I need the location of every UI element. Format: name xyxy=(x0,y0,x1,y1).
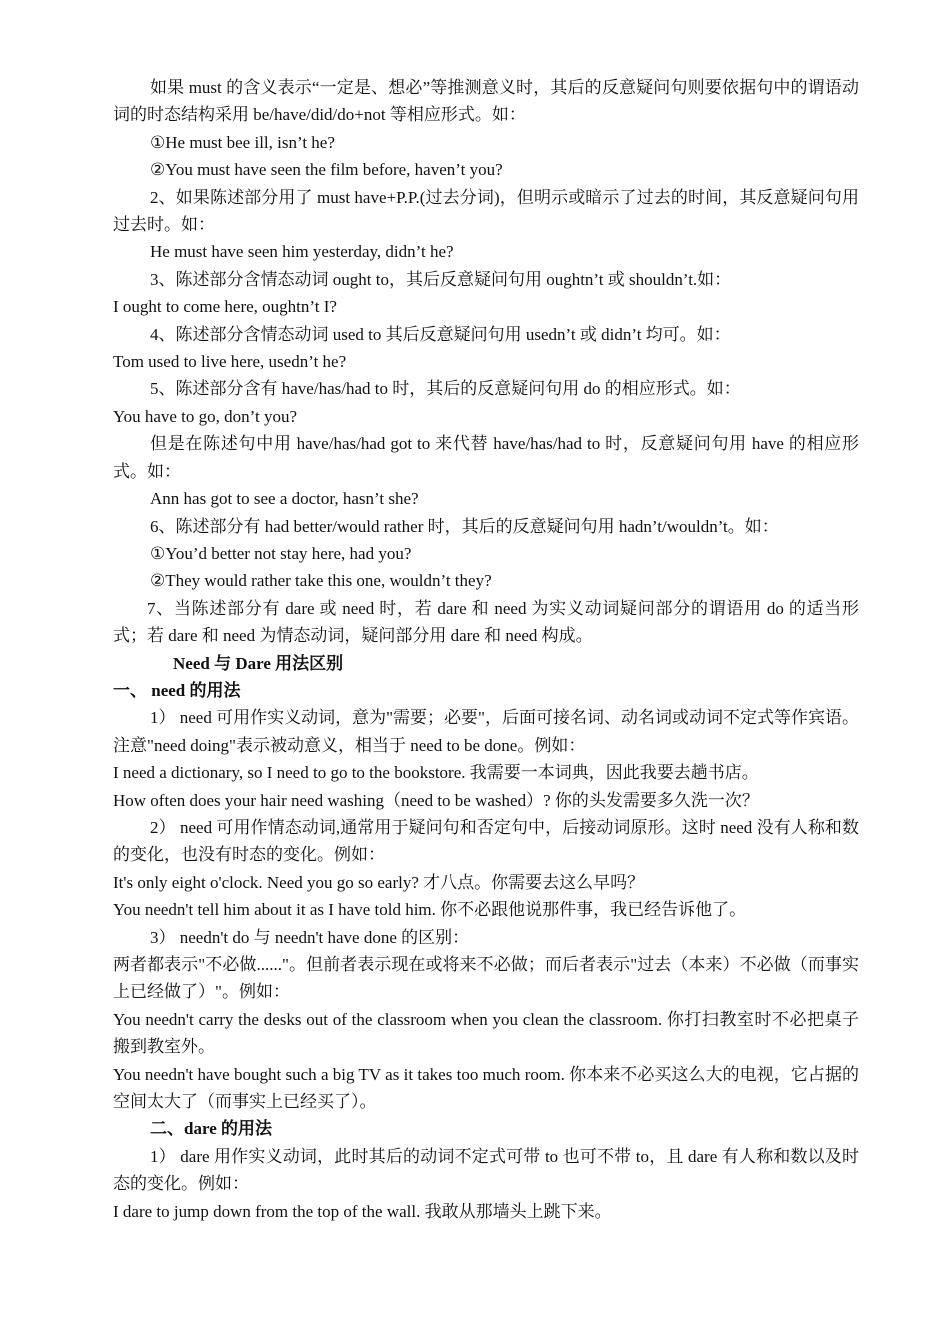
example-line: How often does your hair need washing（need to be washed）? 你的头发需要多久洗一次？ xyxy=(113,790,759,810)
section-title: Need 与 Dare 用法区别 xyxy=(173,653,344,673)
rule-4: 4、陈述部分含情态动词 used to 其后反意疑问句用 usedn’t 或 didn’t 均可。如： xyxy=(150,324,731,344)
example-line: I need a dictionary, so I need to go to the bookstore. 我需要一本词典，因此我要去趟书店。 xyxy=(113,763,759,783)
section-heading-dare: 二、dare 的用法 xyxy=(150,1119,272,1139)
example-line: ①He must bee ill, isn’t he? xyxy=(150,132,335,152)
rule-6: 6、陈述部分有 had better/would rather 时，其后的反意疑问句用 hadn’t/wouldn’t。如： xyxy=(150,516,779,536)
example-line: I dare to jump down from the top of the wall. 我敢从那墙头上跳下来。 xyxy=(113,1201,612,1221)
example-line: Ann has got to see a doctor, hasn’t she? xyxy=(150,489,419,509)
need-usage-1: 1） need 可用作实义动词，意为"需要；必要"，后面可接名词、动名词或动词不定式等作宾语。注意"need doing"表示被动意义，相当于 need to be done。例如： xyxy=(113,708,859,755)
rule-5: 5、陈述部分含有 have/has/had to 时，其后的反意疑问句用 do 的相应形式。如： xyxy=(150,379,741,399)
rule-3: 3、陈述部分含情态动词 ought to，其后反意疑问句用 oughtn’t 或 shouldn’t.如： xyxy=(150,269,732,289)
need-usage-3: 3） needn't do 与 needn't have done 的区别： xyxy=(150,927,470,947)
example-line: He must have seen him yesterday, didn’t he? xyxy=(150,242,454,262)
example-line: ②You must have seen the film before, haven’t you? xyxy=(150,160,503,180)
example-line: You needn't carry the desks out of the classroom when you clean the classroom. 你打扫教室时不必把桌子搬到教室外。 xyxy=(113,1009,859,1057)
dare-usage-1: 1） dare 用作实义动词，此时其后的动词不定式可带 to 也可不带 to，且 dare 有人称和数以及时态的变化。例如： xyxy=(113,1146,859,1194)
example-line: ①You’d better not stay here, had you? xyxy=(150,543,412,563)
rule-2: 2、如果陈述部分用了 must have+P.P.(过去分词)，但明示或暗示了过去的时间，其反意疑问句用过去时。如： xyxy=(113,187,859,235)
rule-7: 7、当陈述部分有 dare 或 need 时，若 dare 和 need 为实义动词疑问部分的谓语用 do 的适当形式；若 dare 和 need 为情态动词，疑问部分用 dare 和 need 构成。 xyxy=(113,598,859,646)
paragraph-must-inference: 如果 must 的含义表示“一定是、想必”等推测意义时，其后的反意疑问句则要依据句中的谓语动词的时态结构采用 be/have/did/do+not 等相应形式。如： xyxy=(113,78,859,125)
section-heading-need: 一、 need 的用法 xyxy=(113,680,241,700)
example-line: Tom used to live here, usedn’t he? xyxy=(113,352,347,372)
need-usage-3-explanation: 两者都表示"不必做......"。但前者表示现在或将来不必做；而后者表示"过去（本来）不必做（而事实上已经做了）"。例如： xyxy=(113,955,859,1002)
need-usage-2: 2） need 可用作情态动词,通常用于疑问句和否定句中，后接动词原形。这时 need 没有人称和数的变化，也没有时态的变化。例如： xyxy=(113,817,859,865)
example-line: You needn't have bought such a big TV as it takes too much room. 你本来不必买这么大的电视，它占据的空间太大了（而事实上已经买了）。 xyxy=(113,1064,859,1112)
example-line: ②They would rather take this one, wouldn’t they? xyxy=(150,571,492,591)
document-body xyxy=(113,74,859,1225)
example-line: I ought to come here, oughtn’t I? xyxy=(113,297,337,317)
example-line: It's only eight o'clock. Need you go so early? 才八点。你需要去这么早吗？ xyxy=(113,872,645,892)
example-line: You needn't tell him about it as I have told him. 你不必跟他说那件事，我已经告诉他了。 xyxy=(113,900,747,920)
example-line: You have to go, don’t you? xyxy=(113,406,298,426)
paragraph-have-got-to: 但是在陈述句中用 have/has/had got to 来代替 have/has/had to 时，反意疑问句用 have 的相应形式。如： xyxy=(113,434,859,481)
